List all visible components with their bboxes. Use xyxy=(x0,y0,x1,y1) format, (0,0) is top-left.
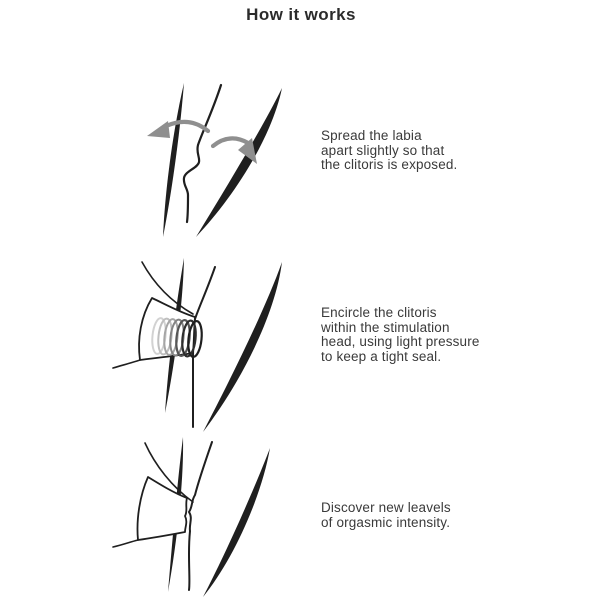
right-labia-line xyxy=(196,88,282,237)
labia-lines xyxy=(163,83,282,237)
caption-line: Spread the labia xyxy=(321,128,422,143)
caption-line: the clitoris is exposed. xyxy=(321,157,458,173)
caption-line: Encircle the clitoris xyxy=(321,305,437,320)
caption-line: Discover new leavels xyxy=(321,500,451,515)
body-contour-line xyxy=(113,360,140,368)
step-3-caption xyxy=(321,501,451,530)
left-labia-line xyxy=(163,83,184,237)
clitoris-line xyxy=(189,442,212,590)
stimulation-head-coil-illustration xyxy=(115,255,300,435)
page-title: How it works xyxy=(246,5,356,24)
step-1-caption xyxy=(321,129,457,173)
caption-line: apart slightly so that xyxy=(321,142,445,158)
right-labia-line xyxy=(203,262,282,432)
labia-spread-arrows-illustration xyxy=(130,75,300,240)
caption-line: within the stimulation xyxy=(321,319,450,335)
caption-line: to keep a tight seal. xyxy=(321,348,442,364)
caption-line: of orgasmic intensity. xyxy=(321,514,451,530)
right-labia-line xyxy=(203,448,270,597)
stimulation-head-seal-illustration xyxy=(115,435,300,602)
clitoris-line xyxy=(184,85,221,222)
step-2-caption xyxy=(321,306,480,364)
caption-line: head, using light pressure xyxy=(321,334,480,350)
body-contour-line xyxy=(113,540,138,547)
clitoris-line xyxy=(193,267,215,427)
